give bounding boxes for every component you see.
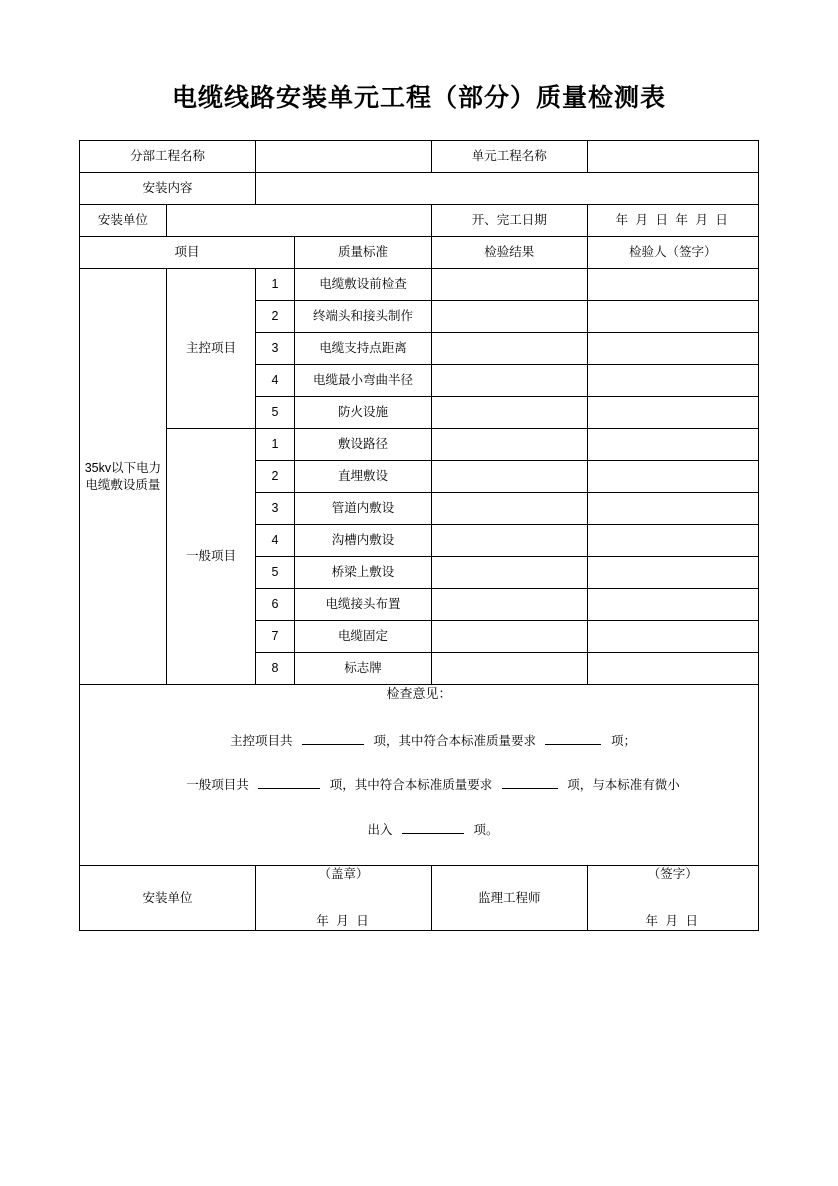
signature-supervisor-cell[interactable] xyxy=(587,866,759,931)
row-standard: 电缆接头布置 xyxy=(294,589,431,621)
opinion-general-count-field[interactable] xyxy=(258,775,320,789)
column-header-inspector: 检验人（签字） xyxy=(587,237,759,269)
table-header-row xyxy=(80,237,759,269)
row-inspector[interactable] xyxy=(587,333,759,365)
row-number: 4 xyxy=(256,525,295,557)
opinion-deviation-label-b: 项。 xyxy=(473,823,499,838)
row-number: 3 xyxy=(256,333,295,365)
table-row xyxy=(80,269,759,301)
opinion-deviation-field[interactable] xyxy=(402,820,464,834)
row-result[interactable] xyxy=(432,333,587,365)
row-inspector[interactable] xyxy=(587,365,759,397)
signature-install-unit-label: 安装单位 xyxy=(80,866,256,931)
row-number: 5 xyxy=(256,397,295,429)
row-number: 5 xyxy=(256,557,295,589)
row-standard: 沟槽内敷设 xyxy=(294,525,431,557)
row-number: 1 xyxy=(256,269,295,301)
row-standard: 电缆固定 xyxy=(294,621,431,653)
row-result[interactable] xyxy=(432,365,587,397)
row-result[interactable] xyxy=(432,397,587,429)
opinion-main-label-a: 主控项目共 xyxy=(230,733,293,748)
row-result[interactable] xyxy=(432,653,587,685)
row-number: 7 xyxy=(256,621,295,653)
row-standard: 电缆最小弯曲半径 xyxy=(294,365,431,397)
row-standard: 终端头和接头制作 xyxy=(294,301,431,333)
row-inspector[interactable] xyxy=(587,461,759,493)
row-number: 4 xyxy=(256,365,295,397)
row-result[interactable] xyxy=(432,301,587,333)
table-row-signatures xyxy=(80,866,759,931)
row-result[interactable] xyxy=(432,493,587,525)
row-standard: 电缆敷设前检查 xyxy=(294,269,431,301)
opinion-main-label-c: 项； xyxy=(610,733,636,748)
row-inspector[interactable] xyxy=(587,493,759,525)
page-title: 电缆线路安装单元工程（部分）质量检测表 xyxy=(171,85,666,112)
row-number: 1 xyxy=(256,429,295,461)
opinion-line-deviation xyxy=(80,820,758,839)
value-date[interactable]: 年 月 日 年 月 日 xyxy=(587,205,759,237)
row-number: 8 xyxy=(256,653,295,685)
group-label-general: 一般项目 xyxy=(166,429,255,685)
opinion-deviation-label-a: 出入 xyxy=(367,823,393,838)
row-result[interactable] xyxy=(432,557,587,589)
label-install-unit: 安装单位 xyxy=(80,205,167,237)
row-result[interactable] xyxy=(432,269,587,301)
row-inspector[interactable] xyxy=(587,557,759,589)
table-row-install-unit xyxy=(80,205,759,237)
signature-install-unit-date[interactable]: 年 月 日 xyxy=(316,914,371,929)
section-label: 35kv以下电力电缆敷设质量 xyxy=(80,269,167,685)
opinion-main-count-field[interactable] xyxy=(302,731,364,745)
row-number: 6 xyxy=(256,589,295,621)
opinion-general-label-c: 项，与本标准有微小 xyxy=(567,778,680,793)
signature-supervisor-sign: （签字） xyxy=(647,867,698,882)
row-inspector[interactable] xyxy=(587,525,759,557)
table-row-opinion xyxy=(80,685,759,866)
row-result[interactable] xyxy=(432,461,587,493)
signature-supervisor-label: 监理工程师 xyxy=(432,866,587,931)
opinion-heading: 检查意见： xyxy=(386,686,452,701)
signature-install-unit-cell[interactable] xyxy=(256,866,432,931)
table-row xyxy=(80,429,759,461)
opinion-main-conform-field[interactable] xyxy=(545,731,601,745)
column-header-result: 检验结果 xyxy=(432,237,587,269)
row-standard: 桥梁上敷设 xyxy=(294,557,431,589)
row-result[interactable] xyxy=(432,525,587,557)
row-inspector[interactable] xyxy=(587,429,759,461)
row-inspector[interactable] xyxy=(587,301,759,333)
group-label-main-control: 主控项目 xyxy=(166,269,255,429)
value-install-content[interactable] xyxy=(256,173,759,205)
row-inspector[interactable] xyxy=(587,653,759,685)
table-row-subproject xyxy=(80,141,759,173)
row-inspector[interactable] xyxy=(587,621,759,653)
opinion-general-label-a: 一般项目共 xyxy=(186,778,249,793)
value-unit-project[interactable] xyxy=(587,141,759,173)
label-date: 开、完工日期 xyxy=(432,205,587,237)
inspection-opinion-cell[interactable] xyxy=(80,685,759,866)
row-inspector[interactable] xyxy=(587,589,759,621)
signature-supervisor-date[interactable]: 年 月 日 xyxy=(645,914,700,929)
quality-inspection-table xyxy=(79,140,759,931)
row-standard: 直埋敷设 xyxy=(294,461,431,493)
row-result[interactable] xyxy=(432,429,587,461)
value-install-unit[interactable] xyxy=(166,205,431,237)
row-standard: 电缆支持点距离 xyxy=(294,333,431,365)
row-standard: 管道内敷设 xyxy=(294,493,431,525)
row-inspector[interactable] xyxy=(587,269,759,301)
opinion-line-general xyxy=(80,775,758,794)
row-standard: 标志牌 xyxy=(294,653,431,685)
opinion-general-label-b: 项，其中符合本标准质量要求 xyxy=(329,778,493,793)
row-standard: 敷设路径 xyxy=(294,429,431,461)
opinion-general-conform-field[interactable] xyxy=(502,775,558,789)
row-number: 2 xyxy=(256,461,295,493)
signature-install-unit-stamp: （盖章） xyxy=(318,867,369,882)
label-subproject: 分部工程名称 xyxy=(80,141,256,173)
column-header-standard: 质量标准 xyxy=(294,237,431,269)
row-result[interactable] xyxy=(432,589,587,621)
row-number: 3 xyxy=(256,493,295,525)
row-number: 2 xyxy=(256,301,295,333)
column-header-item: 项目 xyxy=(80,237,295,269)
label-unit-project: 单元工程名称 xyxy=(432,141,587,173)
row-inspector[interactable] xyxy=(587,397,759,429)
row-standard: 防火设施 xyxy=(294,397,431,429)
table-row-install-content xyxy=(80,173,759,205)
label-install-content: 安装内容 xyxy=(80,173,256,205)
opinion-line-main-control xyxy=(80,731,758,750)
value-subproject[interactable] xyxy=(256,141,432,173)
opinion-main-label-b: 项，其中符合本标准质量要求 xyxy=(373,733,536,748)
row-result[interactable] xyxy=(432,621,587,653)
